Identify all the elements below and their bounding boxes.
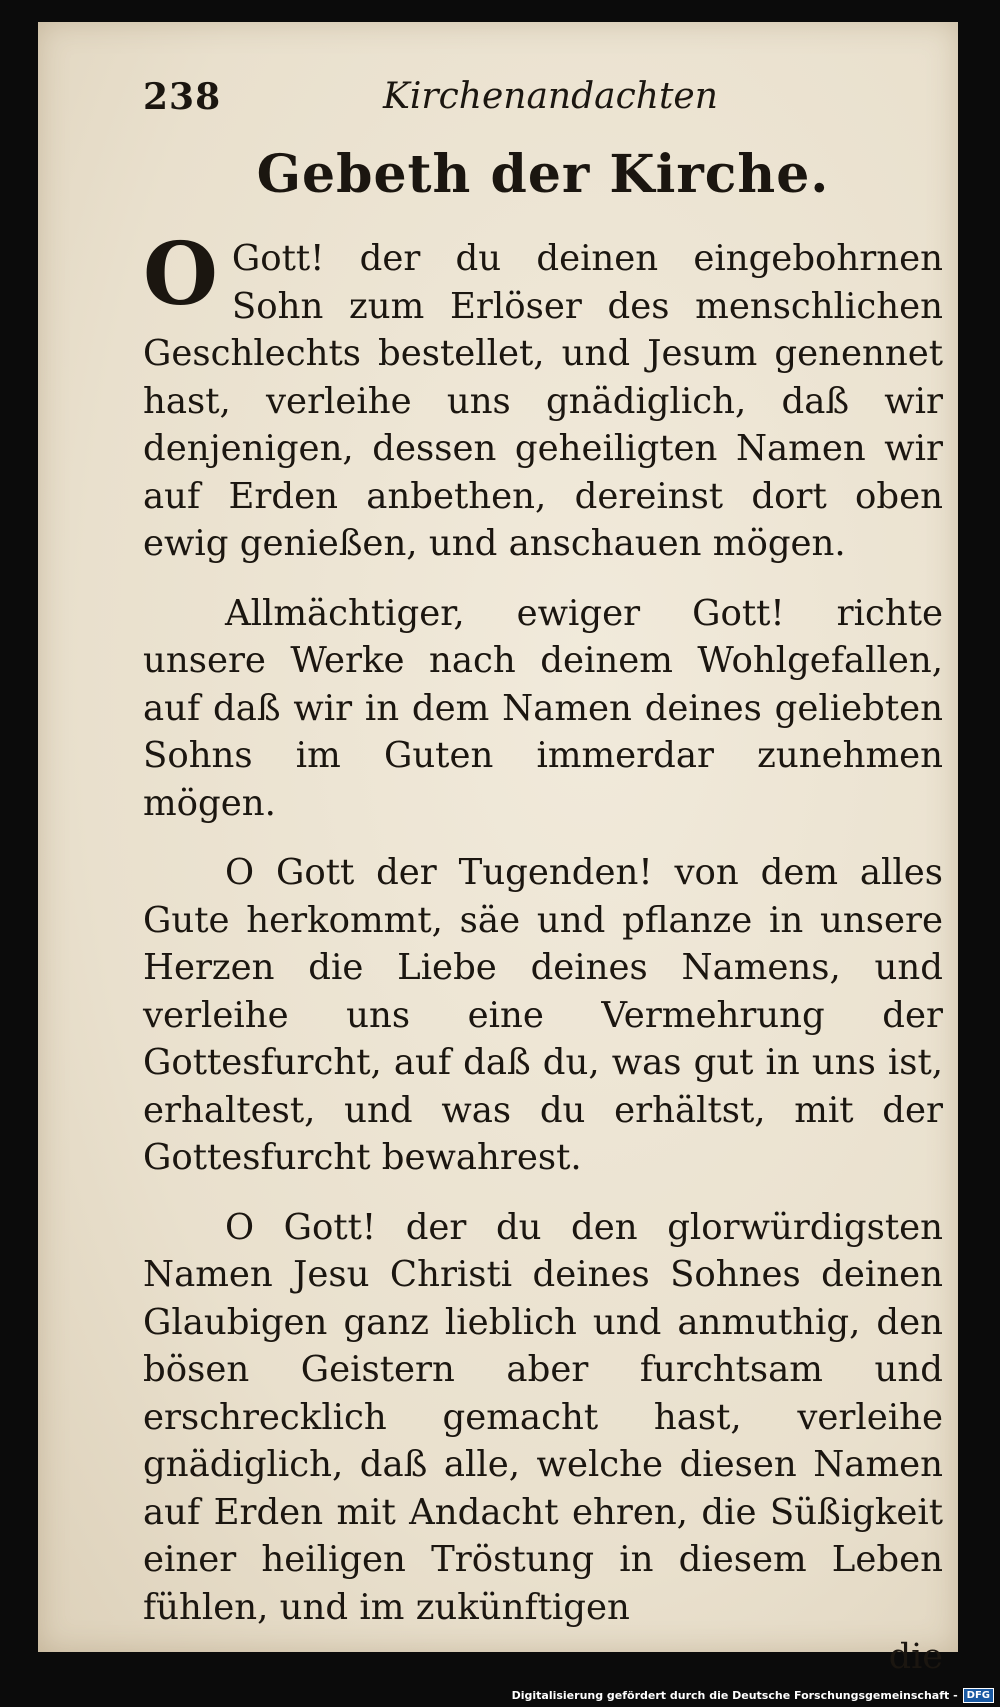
- paragraph-3: O Gott der Tugenden! von dem alles Gute herkommt, säe und pflanze in unsere Herzen die Liebe deines Namens, und verleihe uns eine Vermehrung der Gottesfurcht, auf daß du, was gut in uns ist, erhaltest, und was du erhältst, mit der Gottesfurcht bewahrest.: [143, 852, 943, 1178]
- section-title: Gebeth der Kirche.: [256, 144, 830, 205]
- paragraph-2: Allmächtiger, ewiger Gott! richte unsere Werke nach deinem Wohlgefallen, auf daß wir in dem Namen deines geliebten Sohns im Guten immerdar zunehmen mögen.: [143, 592, 943, 824]
- page-header: [143, 64, 943, 124]
- drop-cap: O: [143, 224, 218, 325]
- paragraph-1: [143, 224, 943, 568]
- catchword: die: [888, 1637, 943, 1677]
- body-text: [143, 224, 943, 1631]
- book-page: [38, 22, 958, 1677]
- digitization-credit: [512, 1688, 994, 1703]
- dfg-logo-icon: DFG: [963, 1688, 994, 1703]
- credit-text: Digitalisierung gefördert durch die Deutsche Forschungsgemeinschaft -: [511, 1689, 958, 1702]
- page-number: 238: [143, 76, 222, 118]
- page-content: [143, 64, 943, 1677]
- paragraph-text: Gott! der du deinen eingebohrnen Sohn zum Erlöser des menschlichen Geschlechts bestellet, und Jesum genennet hast, verleihe uns gnädiglich, daß wir denjenigen, dessen geheiligten Namen wir auf Erden anbethen, dereinst dort oben ewig genießen, und anschauen mögen.: [143, 238, 943, 564]
- running-head: Kirchenandachten: [383, 76, 718, 117]
- paragraph-4: O Gott! der du den glorwürdigsten Namen Jesu Christi deines Sohnes deinen Glaubigen ganz lieblich und anmuthig, den bösen Geistern aber furchtsam und erschrecklich gemacht hast, verleihe gnädiglich, daß alle, welche diesen Namen auf Erden mit Andacht ehren, die Süßigkeit einer heiligen Tröstung in diesem Leben fühlen, und im zukünftigen: [143, 1206, 943, 1628]
